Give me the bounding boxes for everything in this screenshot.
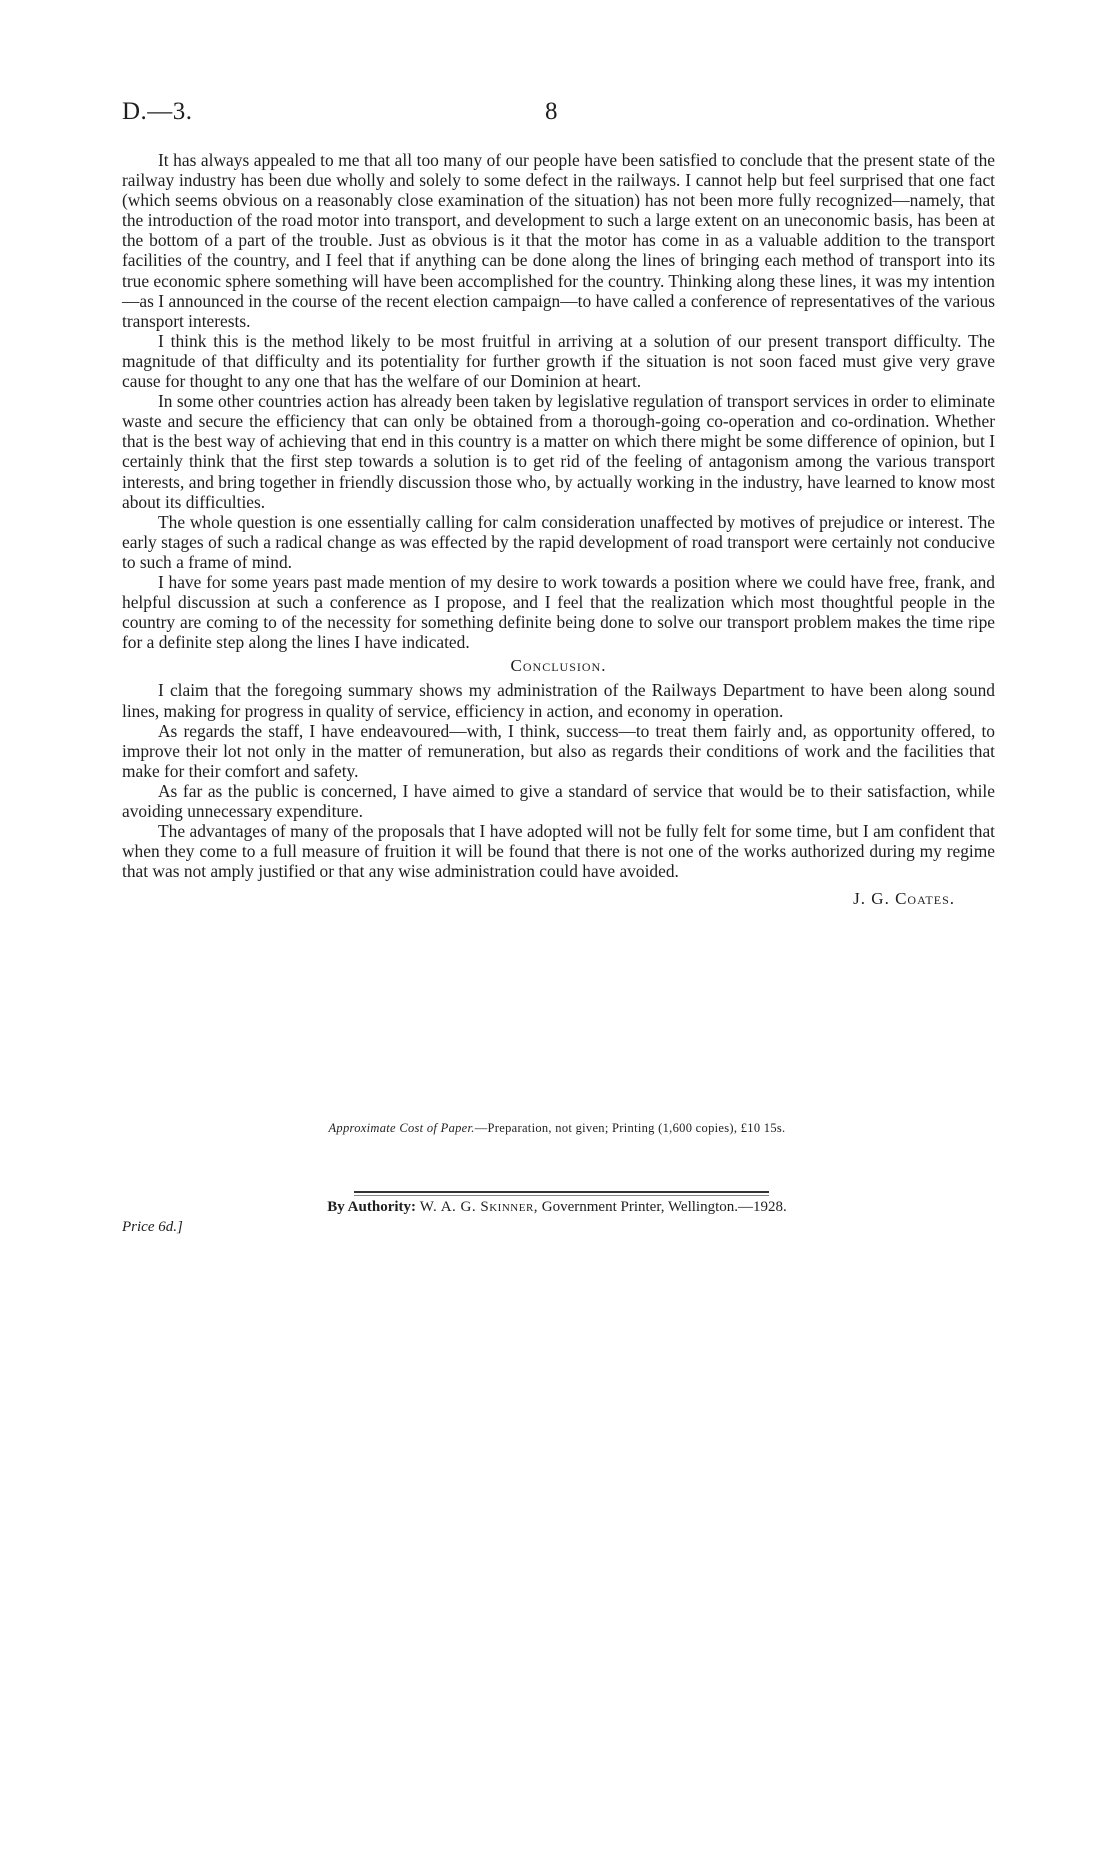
authority-label: By Authority: [327, 1199, 417, 1215]
conclusion-paragraph: The advantages of many of the proposals that I have adopted will not be fully felt for some time, but I am confident that when they come to a full measure of fruition it will be found that there is not one of the works authorized during my regime that was not amply justified or that any wise administration could have avoided. [122, 821, 995, 882]
cost-label: Approximate Cost of Paper. [328, 1121, 475, 1135]
paragraph: The whole question is one essentially calling for calm consideration unaffected by motives of prejudice or interest. The early stages of such a radical change as was effected by the rapid development of road transport were certainly not conducive to such a frame of mind. [122, 511, 995, 572]
conclusion-paragraph: I claim that the foregoing summary shows my administration of the Railways Department to have been along sound lines, making for progress in quality of service, efficiency in action, and economy in operation. [122, 680, 995, 721]
document-reference: D.—3. [122, 98, 193, 125]
page-number: 8 [545, 98, 558, 125]
conclusion-paragraph: As regards the staff, I have endeavoured—with, I think, success—to treat them fairly and, as opportunity offered, to improve their lot not only in the matter of remuneration, but also as regards their conditions of work and the facilities that make for their comfort and safety. [122, 720, 995, 781]
cost-of-paper-note [0, 1121, 1114, 1136]
cost-text: —Preparation, not given; Printing (1,600 copies), £10 15s. [474, 1121, 786, 1135]
body-text [122, 150, 995, 909]
paragraph: I think this is the method likely to be most fruitful in arriving at a solution of our present transport difficulty. The magnitude of that difficulty and its potentiality for further growth if the situation is not soon faced must give very grave cause for thought to any one that has the welfare of our Dominion at heart. [122, 330, 995, 392]
divider-rule-thin [354, 1195, 769, 1196]
printer-authority [0, 1199, 1114, 1216]
divider-rule [354, 1191, 769, 1193]
signature: J. G. Coates. [853, 889, 955, 909]
conclusion-paragraph: As far as the public is concerned, I have aimed to give a standard of service that would be to their satisfaction, while avoiding unnecessary expenditure. [122, 780, 995, 821]
price-note: Price 6d.] [122, 1219, 183, 1235]
printer-details: Government Printer, Wellington.—1928. [541, 1199, 787, 1215]
paragraph: I have for some years past made mention of my desire to work towards a position where we could have free, frank, and helpful discussion at such a conference as I propose, and I feel that the realization which most thoughtful people in the country are coming to of the necessity for something definite being done to solve our transport problem makes the time ripe for a definite step along the lines I have indicated. [122, 571, 995, 653]
paragraph: It has always appealed to me that all too many of our people have been satisfied to conclude that the present state of the railway industry has been due wholly and solely to some defect in the railways. I cannot help but feel surprised that one fact (which seems obvious on a reasonably close examination of the situation) has not been more fully recognized—namely, that the introduction of the road motor into transport, and development to such a large extent on an uneconomic basis, has been at the bottom of a part of the trouble. Just as obvious is it that the motor has come in as a valuable addition to the transport facilities of the country, and I feel that if anything can be done along the lines of bringing each method of transport into its true economic sphere something will have been accomplished for the country. Thinking along these lines, it was my intention—as I announced in the course of the recent election campaign—to have called a conference of representatives of the various transport interests. [122, 150, 995, 331]
conclusion-heading: Conclusion. [510, 656, 607, 676]
paragraph: In some other countries action has already been taken by legislative regulation of transport services in order to eliminate waste and secure the efficiency that can only be obtained from a thorough-going co-operation and co-ordination. Whether that is the best way of achieving that end in this country is a matter on which there might be some difference of opinion, but I certainly think that the first step towards a solution is to get rid of the feeling of antagonism among the various transport interests, and bring together in friendly discussion those who, by actually working in the industry, have learned to know most about its difficulties. [122, 391, 995, 512]
printer-name: W. A. G. Skinner, [419, 1199, 539, 1215]
